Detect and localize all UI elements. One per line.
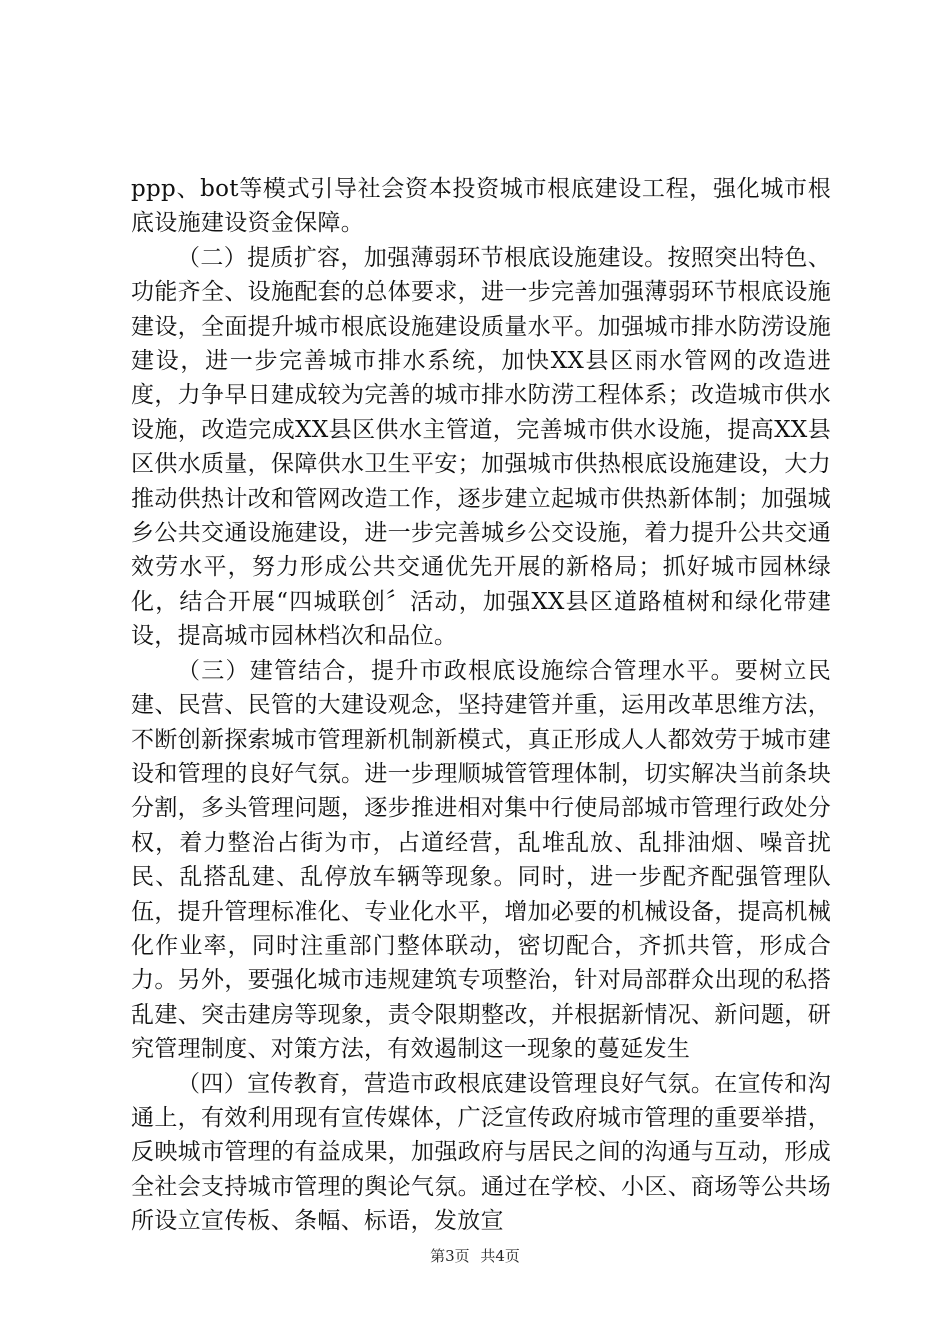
paragraph-section-4: （四）宣传教育，营造市政根底建设管理良好气氛。在宣传和沟通上，有效利用现有宣传媒体，广泛宣传政府城市管理的重要举措，反映城市管理的有益成果，加强政府与居民之间的沟通与互动，形成全社会支持城市管理的舆论气氛。通过在学校、小区、商场等公共场所设立宣传板、条幅、标语，发放宣 <box>131 1070 831 1235</box>
page-number: 第3页 <box>430 1247 470 1265</box>
document-body <box>131 172 831 1239</box>
paragraph-section-2: （二）提质扩容，加强薄弱环节根底设施建设。按照突出特色、功能齐全、设施配套的总体要求，进一步完善加强薄弱环节根底设施建设，全面提升城市根底设施建设质量水平。加强城市排水防涝设施建设，进一步完善城市排水系统，加快XX县区雨水管网的改造进度，力争早日建成较为完善的城市排水防涝工程体系；改造城市供水设施，改造完成XX县区供水主管道，完善城市供水设施，提高XX县区供水质量，保障供水卫生平安；加强城市供热根底设施建设，大力推动供热计改和管网改造工作，逐步建立起城市供热新体制；加强城乡公共交通设施建设，进一步完善城乡公交设施，着力提升公共交通效劳水平，努力形成公共交通优先开展的新格局；抓好城市园林绿化，结合开展“四城联创〞活动，加强XX县区道路植树和绿化带建设，提高城市园林档次和品位。 <box>131 244 831 650</box>
page-footer <box>0 1246 950 1266</box>
paragraph-continued: ppp、bot等模式引导社会资本投资城市根底建设工程，强化城市根底设施建设资金保障。 <box>131 176 831 237</box>
paragraph-section-3: （三）建管结合，提升市政根底设施综合管理水平。要树立民建、民营、民管的大建设观念，坚持建管并重，运用改革思维方法，不断创新探索城市管理新机制新模式，真正形成人人都效劳于城市建设和管理的良好气氛。进一步理顺城管管理体制，切实解决当前条块分割，多头管理问题，逐步推进相对集中行使局部城市管理行政处分权，着力整治占街为市，占道经营，乱堆乱放、乱排油烟、噪音扰民、乱搭乱建、乱停放车辆等现象。同时，进一步配齐配强管理队伍，提升管理标准化、专业化水平，增加必要的机械设备，提高机械化作业率，同时注重部门整体联动，密切配合，齐抓共管，形成合力。另外，要强化城市违规建筑专项整治，针对局部群众出现的私搭乱建、突击建房等现象，责令限期整改，并根据新情况、新问题，研究管理制度、对策方法，有效遏制这一现象的蔓延发生 <box>131 657 831 1063</box>
page-total: 共4页 <box>480 1247 520 1265</box>
